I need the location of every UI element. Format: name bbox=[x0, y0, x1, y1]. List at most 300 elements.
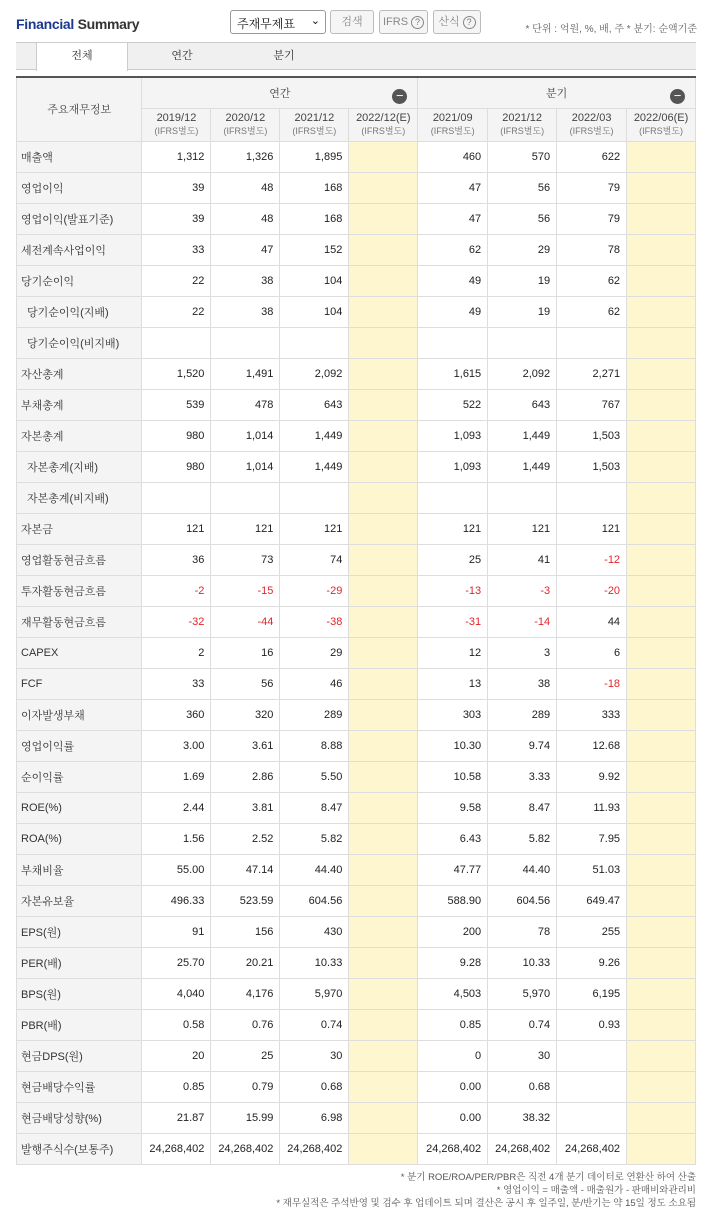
table-cell: 39 bbox=[142, 172, 211, 203]
table-cell: 62 bbox=[557, 265, 627, 296]
table-row bbox=[17, 885, 696, 916]
column-basis: (IFRS별도) bbox=[292, 125, 337, 136]
table-row bbox=[17, 482, 696, 513]
table-cell: 8.47 bbox=[488, 792, 557, 823]
table-row bbox=[17, 947, 696, 978]
table-cell: 48 bbox=[211, 172, 280, 203]
table-cell: 46 bbox=[280, 668, 349, 699]
table-cell: 19 bbox=[488, 265, 557, 296]
table-cell: 0.85 bbox=[142, 1071, 211, 1102]
table-cell: 2,092 bbox=[280, 358, 349, 389]
table-cell: 11.93 bbox=[557, 792, 627, 823]
table-cell bbox=[349, 1133, 418, 1164]
table-cell: -32 bbox=[142, 606, 211, 637]
table-cell bbox=[627, 1040, 696, 1071]
table-cell bbox=[349, 420, 418, 451]
tab-quarter[interactable]: 분기 bbox=[273, 50, 295, 62]
table-cell bbox=[349, 668, 418, 699]
table-cell: 20.21 bbox=[211, 947, 280, 978]
table-cell bbox=[349, 885, 418, 916]
table-row bbox=[17, 575, 696, 606]
table-cell: 21.87 bbox=[142, 1102, 211, 1133]
table-cell bbox=[349, 978, 418, 1009]
column-basis: (IFRS별도) bbox=[223, 125, 268, 136]
table-cell: 47.77 bbox=[418, 854, 488, 885]
table-cell: 1,491 bbox=[211, 358, 280, 389]
table-row bbox=[17, 544, 696, 575]
table-cell: 0.00 bbox=[418, 1071, 488, 1102]
table-cell: 121 bbox=[280, 513, 349, 544]
table-cell bbox=[349, 141, 418, 172]
table-cell: -2 bbox=[142, 575, 211, 606]
row-label: PBR(배) bbox=[17, 1009, 142, 1040]
row-label: 현금배당성향(%) bbox=[17, 1102, 142, 1133]
table-cell bbox=[211, 327, 280, 358]
row-label: 현금배당수익률 bbox=[17, 1071, 142, 1102]
table-cell: 15.99 bbox=[211, 1102, 280, 1133]
table-cell: 2 bbox=[142, 637, 211, 668]
table-cell: 20 bbox=[142, 1040, 211, 1071]
table-cell bbox=[627, 668, 696, 699]
table-cell bbox=[280, 327, 349, 358]
table-cell: 33 bbox=[142, 668, 211, 699]
table-cell: 78 bbox=[557, 234, 627, 265]
table-cell: 51.03 bbox=[557, 854, 627, 885]
table-cell bbox=[349, 327, 418, 358]
table-cell: -31 bbox=[418, 606, 488, 637]
row-label: 발행주식수(보통주) bbox=[17, 1133, 142, 1164]
table-cell: 121 bbox=[557, 513, 627, 544]
table-cell: 62 bbox=[557, 296, 627, 327]
table-cell: 1,093 bbox=[418, 420, 488, 451]
table-cell: 522 bbox=[418, 389, 488, 420]
table-cell: 104 bbox=[280, 296, 349, 327]
table-cell: 30 bbox=[280, 1040, 349, 1071]
row-label: 자본유보율 bbox=[17, 885, 142, 916]
table-row bbox=[17, 668, 696, 699]
table-cell: -12 bbox=[557, 544, 627, 575]
table-cell bbox=[349, 575, 418, 606]
column-header bbox=[280, 108, 349, 141]
table-cell: -18 bbox=[557, 668, 627, 699]
row-label: 자본총계(비지배) bbox=[17, 482, 142, 513]
table-cell bbox=[627, 606, 696, 637]
top-bar bbox=[0, 0, 707, 44]
row-label: 당기순이익 bbox=[17, 265, 142, 296]
table-cell: 48 bbox=[211, 203, 280, 234]
table-cell bbox=[627, 854, 696, 885]
row-label: 순이익률 bbox=[17, 761, 142, 792]
table-cell: 9.58 bbox=[418, 792, 488, 823]
table-cell: -13 bbox=[418, 575, 488, 606]
table-cell: 1,326 bbox=[211, 141, 280, 172]
table-cell: 1,449 bbox=[280, 420, 349, 451]
table-cell bbox=[627, 265, 696, 296]
table-cell bbox=[349, 637, 418, 668]
table-cell: 56 bbox=[211, 668, 280, 699]
table-cell: 39 bbox=[142, 203, 211, 234]
table-cell: 643 bbox=[280, 389, 349, 420]
table-cell bbox=[627, 327, 696, 358]
table-cell bbox=[349, 1071, 418, 1102]
financial-summary-table bbox=[16, 76, 696, 1165]
table-cell: 0.85 bbox=[418, 1009, 488, 1040]
row-label: 영업이익(발표기준) bbox=[17, 203, 142, 234]
table-cell bbox=[280, 482, 349, 513]
table-cell bbox=[627, 358, 696, 389]
table-cell bbox=[211, 482, 280, 513]
table-cell: -20 bbox=[557, 575, 627, 606]
table-cell: 6 bbox=[557, 637, 627, 668]
table-cell bbox=[627, 792, 696, 823]
period-tabs bbox=[16, 42, 696, 70]
table-cell bbox=[627, 1071, 696, 1102]
table-cell bbox=[349, 1040, 418, 1071]
table-cell: 0.79 bbox=[211, 1071, 280, 1102]
table-cell: 0.74 bbox=[280, 1009, 349, 1040]
table-row bbox=[17, 761, 696, 792]
table-cell: 2.86 bbox=[211, 761, 280, 792]
table-cell: 10.33 bbox=[488, 947, 557, 978]
table-row bbox=[17, 296, 696, 327]
column-period: 2022/06(E) bbox=[633, 111, 689, 124]
footnote-3: * 재무실적은 주석반영 및 검수 후 업데이트 되며 결산은 공시 후 일주일, 분/반기는 약 15일 정도 소요됨 bbox=[276, 1198, 696, 1209]
table-cell: 460 bbox=[418, 141, 488, 172]
row-label: 자본총계(지배) bbox=[17, 451, 142, 482]
table-cell: 44 bbox=[557, 606, 627, 637]
table-cell bbox=[627, 1133, 696, 1164]
table-row bbox=[17, 358, 696, 389]
row-label: 당기순이익(지배) bbox=[17, 296, 142, 327]
row-label: CAPEX bbox=[17, 637, 142, 668]
corner-header: 주요재무정보 bbox=[17, 77, 142, 141]
table-cell bbox=[627, 389, 696, 420]
table-cell bbox=[349, 482, 418, 513]
table-cell: 79 bbox=[557, 203, 627, 234]
table-cell: 121 bbox=[488, 513, 557, 544]
table-cell: 30 bbox=[488, 1040, 557, 1071]
table-cell: 4,040 bbox=[142, 978, 211, 1009]
table-cell bbox=[627, 978, 696, 1009]
table-cell: 1,312 bbox=[142, 141, 211, 172]
table-cell: 25 bbox=[211, 1040, 280, 1071]
question-icon: ? bbox=[463, 16, 476, 29]
row-label: 세전계속사업이익 bbox=[17, 234, 142, 265]
footnote-2: * 영업이익 = 매출액 - 매출원가 - 판매비와관리비 bbox=[496, 1185, 696, 1196]
column-header bbox=[211, 108, 280, 141]
table-cell: -44 bbox=[211, 606, 280, 637]
table-cell: -15 bbox=[211, 575, 280, 606]
column-period: 2021/12 bbox=[294, 111, 335, 124]
table-cell: 24,268,402 bbox=[211, 1133, 280, 1164]
column-basis: (IFRS별도) bbox=[500, 125, 545, 136]
table-cell: 2.52 bbox=[211, 823, 280, 854]
table-row bbox=[17, 420, 696, 451]
table-cell: 0.74 bbox=[488, 1009, 557, 1040]
tab-all[interactable]: 전체 bbox=[36, 43, 128, 71]
table-cell bbox=[418, 327, 488, 358]
table-cell: 478 bbox=[211, 389, 280, 420]
row-label: 투자활동현금흐름 bbox=[17, 575, 142, 606]
table-cell bbox=[142, 327, 211, 358]
table-cell: 33 bbox=[142, 234, 211, 265]
table-cell: 1,615 bbox=[418, 358, 488, 389]
table-cell: 0.58 bbox=[142, 1009, 211, 1040]
column-header bbox=[142, 108, 211, 141]
table-cell: 1,895 bbox=[280, 141, 349, 172]
table-cell: 649.47 bbox=[557, 885, 627, 916]
table-cell: 333 bbox=[557, 699, 627, 730]
table-cell bbox=[349, 203, 418, 234]
row-label: 영업이익 bbox=[17, 172, 142, 203]
table-cell: 1.69 bbox=[142, 761, 211, 792]
table-cell: 2,271 bbox=[557, 358, 627, 389]
table-cell bbox=[418, 482, 488, 513]
table-cell: 1,449 bbox=[488, 451, 557, 482]
table-cell: 4,503 bbox=[418, 978, 488, 1009]
table-cell bbox=[349, 1009, 418, 1040]
table-cell: 1,449 bbox=[488, 420, 557, 451]
table-cell: 3.61 bbox=[211, 730, 280, 761]
column-basis: (IFRS별도) bbox=[569, 125, 614, 136]
table-cell bbox=[627, 1102, 696, 1133]
row-label: EPS(원) bbox=[17, 916, 142, 947]
table-cell: 44.40 bbox=[488, 854, 557, 885]
table-cell bbox=[349, 606, 418, 637]
table-row bbox=[17, 451, 696, 482]
table-cell: 5,970 bbox=[280, 978, 349, 1009]
table-cell: 5.82 bbox=[280, 823, 349, 854]
table-cell: 1,520 bbox=[142, 358, 211, 389]
table-row bbox=[17, 172, 696, 203]
table-cell bbox=[627, 234, 696, 265]
table-row bbox=[17, 916, 696, 947]
table-cell: 523.59 bbox=[211, 885, 280, 916]
table-cell: 496.33 bbox=[142, 885, 211, 916]
table-cell: 25 bbox=[418, 544, 488, 575]
table-cell: 8.47 bbox=[280, 792, 349, 823]
table-cell: 36 bbox=[142, 544, 211, 575]
table-cell: 6.98 bbox=[280, 1102, 349, 1133]
row-label: 현금DPS(원) bbox=[17, 1040, 142, 1071]
table-cell: 12 bbox=[418, 637, 488, 668]
formula-help-button[interactable]: 산식 ? bbox=[433, 10, 481, 34]
statement-type-select[interactable]: 주재무제표 ⌄ bbox=[230, 10, 326, 34]
table-cell: -38 bbox=[280, 606, 349, 637]
table-cell: 980 bbox=[142, 451, 211, 482]
question-icon: ? bbox=[411, 16, 424, 29]
table-cell: 12.68 bbox=[557, 730, 627, 761]
table-cell: 1,014 bbox=[211, 451, 280, 482]
row-label: PER(배) bbox=[17, 947, 142, 978]
table-cell bbox=[627, 172, 696, 203]
table-cell bbox=[349, 358, 418, 389]
column-header bbox=[488, 108, 557, 141]
table-cell: 121 bbox=[142, 513, 211, 544]
table-cell: 9.26 bbox=[557, 947, 627, 978]
table-cell: 62 bbox=[418, 234, 488, 265]
table-cell: 41 bbox=[488, 544, 557, 575]
table-cell: 588.90 bbox=[418, 885, 488, 916]
table-row bbox=[17, 792, 696, 823]
table-cell: 56 bbox=[488, 172, 557, 203]
table-cell: 6,195 bbox=[557, 978, 627, 1009]
table-cell: 38 bbox=[211, 296, 280, 327]
table-cell: 38 bbox=[488, 668, 557, 699]
table-cell: 10.33 bbox=[280, 947, 349, 978]
column-header bbox=[557, 108, 627, 141]
row-label: 자본금 bbox=[17, 513, 142, 544]
table-cell: 47 bbox=[418, 172, 488, 203]
table-cell bbox=[557, 1040, 627, 1071]
table-cell bbox=[488, 482, 557, 513]
table-cell: 78 bbox=[488, 916, 557, 947]
table-cell: 24,268,402 bbox=[488, 1133, 557, 1164]
row-label: ROA(%) bbox=[17, 823, 142, 854]
table-cell bbox=[349, 699, 418, 730]
table-row bbox=[17, 1071, 696, 1102]
table-cell: 604.56 bbox=[488, 885, 557, 916]
column-period: 2021/12 bbox=[502, 111, 543, 124]
table-row bbox=[17, 637, 696, 668]
table-cell bbox=[349, 389, 418, 420]
table-cell bbox=[557, 482, 627, 513]
table-cell: 91 bbox=[142, 916, 211, 947]
table-cell: 29 bbox=[488, 234, 557, 265]
table-cell: 104 bbox=[280, 265, 349, 296]
ifrs-help-button[interactable]: IFRS ? bbox=[379, 10, 428, 34]
column-basis: (IFRS별도) bbox=[154, 125, 199, 136]
table-cell: 2,092 bbox=[488, 358, 557, 389]
table-cell: -14 bbox=[488, 606, 557, 637]
table-cell: 16 bbox=[211, 637, 280, 668]
table-cell bbox=[349, 172, 418, 203]
table-cell: 25.70 bbox=[142, 947, 211, 978]
row-label: 자산총계 bbox=[17, 358, 142, 389]
table-cell bbox=[627, 730, 696, 761]
column-period: 2019/12 bbox=[156, 111, 197, 124]
table-cell bbox=[349, 296, 418, 327]
table-cell bbox=[557, 1071, 627, 1102]
table-row bbox=[17, 265, 696, 296]
table-cell: 74 bbox=[280, 544, 349, 575]
table-row bbox=[17, 854, 696, 885]
table-cell bbox=[349, 234, 418, 265]
table-cell: 5.82 bbox=[488, 823, 557, 854]
table-cell bbox=[627, 141, 696, 172]
column-basis: (IFRS별도) bbox=[639, 125, 683, 136]
table-row bbox=[17, 389, 696, 420]
table-cell: 200 bbox=[418, 916, 488, 947]
row-label: 자본총계 bbox=[17, 420, 142, 451]
row-label: 부채비율 bbox=[17, 854, 142, 885]
table-cell: 49 bbox=[418, 296, 488, 327]
table-cell: 168 bbox=[280, 203, 349, 234]
table-cell: 56 bbox=[488, 203, 557, 234]
column-basis: (IFRS별도) bbox=[430, 125, 475, 136]
search-button[interactable]: 검색 bbox=[330, 10, 374, 34]
table-cell: 430 bbox=[280, 916, 349, 947]
table-cell: 168 bbox=[280, 172, 349, 203]
table-cell: 44.40 bbox=[280, 854, 349, 885]
table-cell: -29 bbox=[280, 575, 349, 606]
table-cell bbox=[627, 947, 696, 978]
table-row bbox=[17, 513, 696, 544]
table-cell: 47.14 bbox=[211, 854, 280, 885]
table-cell bbox=[627, 575, 696, 606]
row-label: 부채총계 bbox=[17, 389, 142, 420]
table-cell: 9.92 bbox=[557, 761, 627, 792]
tab-annual[interactable]: 연간 bbox=[171, 50, 193, 62]
table-row bbox=[17, 699, 696, 730]
row-label: 이자발생부채 bbox=[17, 699, 142, 730]
row-label: BPS(원) bbox=[17, 978, 142, 1009]
table-row bbox=[17, 823, 696, 854]
table-cell: 539 bbox=[142, 389, 211, 420]
column-basis: (IFRS별도) bbox=[361, 125, 406, 136]
table-cell bbox=[349, 730, 418, 761]
table-cell: 255 bbox=[557, 916, 627, 947]
table-cell: 1,449 bbox=[280, 451, 349, 482]
table-cell: 622 bbox=[557, 141, 627, 172]
column-period: 2022/12(E) bbox=[356, 111, 411, 124]
table-cell: 152 bbox=[280, 234, 349, 265]
table-cell bbox=[627, 916, 696, 947]
table-cell: 3.33 bbox=[488, 761, 557, 792]
table-cell: 13 bbox=[418, 668, 488, 699]
table-cell: 79 bbox=[557, 172, 627, 203]
row-label: 영업이익률 bbox=[17, 730, 142, 761]
table-row bbox=[17, 234, 696, 265]
table-cell: 6.43 bbox=[418, 823, 488, 854]
table-cell: 29 bbox=[280, 637, 349, 668]
table-cell: 320 bbox=[211, 699, 280, 730]
table-cell bbox=[627, 544, 696, 575]
table-cell bbox=[349, 823, 418, 854]
row-label: 재무활동현금흐름 bbox=[17, 606, 142, 637]
table-cell bbox=[349, 916, 418, 947]
table-cell: 38 bbox=[211, 265, 280, 296]
table-row bbox=[17, 1009, 696, 1040]
table-cell: 5.50 bbox=[280, 761, 349, 792]
table-cell: 3.81 bbox=[211, 792, 280, 823]
table-cell bbox=[627, 296, 696, 327]
table-cell: 10.58 bbox=[418, 761, 488, 792]
quarter-group-header: 분기 − bbox=[418, 77, 696, 108]
annual-group-header: 연간 − bbox=[142, 77, 418, 108]
table-cell bbox=[142, 482, 211, 513]
table-cell: 303 bbox=[418, 699, 488, 730]
table-cell: 360 bbox=[142, 699, 211, 730]
table-row bbox=[17, 203, 696, 234]
collapse-icon[interactable]: − bbox=[670, 89, 685, 104]
table-cell: 3.00 bbox=[142, 730, 211, 761]
table-cell bbox=[349, 947, 418, 978]
table-cell bbox=[557, 327, 627, 358]
table-row bbox=[17, 1040, 696, 1071]
table-cell: 7.95 bbox=[557, 823, 627, 854]
table-cell: 49 bbox=[418, 265, 488, 296]
row-label: ROE(%) bbox=[17, 792, 142, 823]
column-header bbox=[418, 108, 488, 141]
table-cell: 38.32 bbox=[488, 1102, 557, 1133]
table-cell: -3 bbox=[488, 575, 557, 606]
collapse-icon[interactable]: − bbox=[392, 89, 407, 104]
table-cell: 0.93 bbox=[557, 1009, 627, 1040]
table-row bbox=[17, 141, 696, 172]
table-cell bbox=[627, 203, 696, 234]
column-period: 2022/03 bbox=[571, 111, 612, 124]
